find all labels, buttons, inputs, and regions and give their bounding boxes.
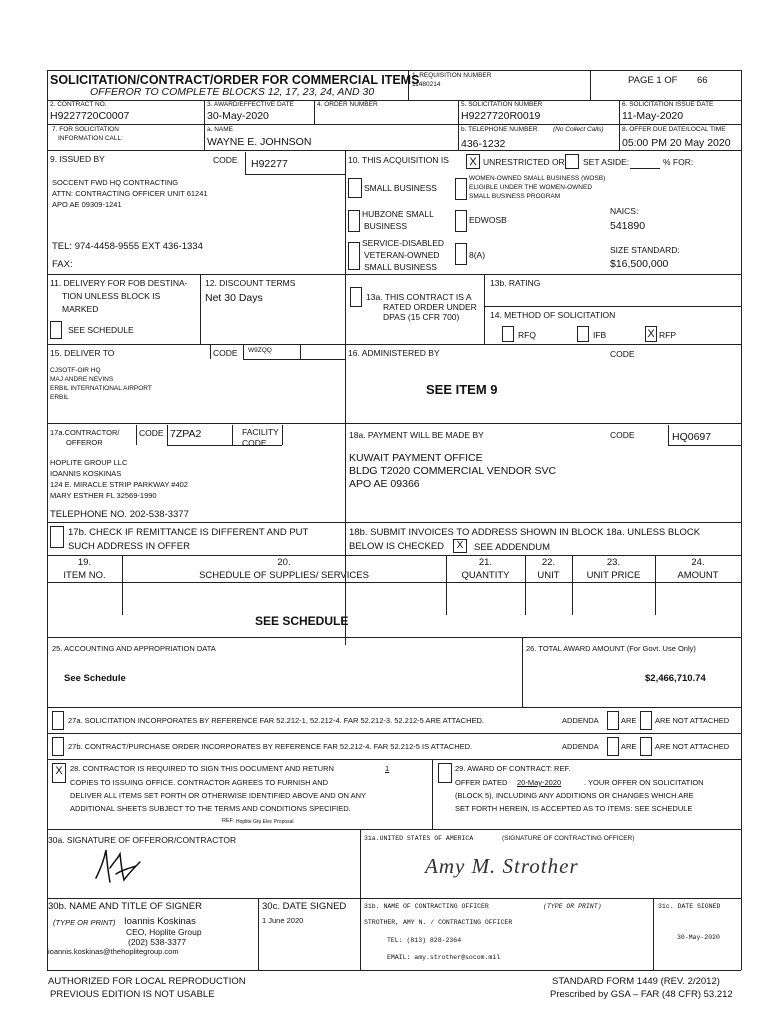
- issued-line-2: ATTN: CONTRACTING OFFICER UNIT 61241: [52, 189, 208, 198]
- block-29-line-3: (BLOCK 5), INCLUDING ANY ADDITIONS OR CHANGES WHICH ARE: [455, 791, 694, 800]
- see-addendum-checkbox[interactable]: X: [453, 539, 467, 553]
- far-27a-are: ARE: [621, 716, 637, 725]
- rfq-label: RFQ: [518, 330, 536, 340]
- contractor-telephone: TELEPHONE NO. 202-538-3377: [50, 509, 189, 520]
- payment-line-3: APO AE 09366: [349, 478, 420, 490]
- contractor-line-4: MARY ESTHER FL 32569-1990: [50, 491, 157, 500]
- discount-terms: Net 30 Days: [205, 292, 263, 304]
- deliver-to-line-1: CJSOTF-OIR HQ: [50, 367, 101, 374]
- page-label: PAGE 1 OF: [628, 75, 678, 86]
- rated-line-1: 13a. THIS CONTRACT IS A: [366, 292, 472, 302]
- far-27a-checkbox[interactable]: [52, 711, 64, 730]
- contractor-label: 17a.CONTRACTOR/: [50, 428, 120, 437]
- sdvosb-checkbox[interactable]: [348, 242, 360, 270]
- rated-line-3: DPAS (15 CFR 700): [383, 312, 460, 322]
- co-email: EMAIL: amy.strother@socom.mil: [387, 954, 501, 961]
- issued-by-label: 9. ISSUED BY: [50, 154, 105, 164]
- issued-line-1: SOCCENT FWD HQ CONTRACTING: [52, 178, 179, 187]
- award-date-label: 3. AWARD/EFFECTIVE DATE: [207, 101, 294, 108]
- acquisition-label: 10. THIS ACQUISITION IS: [348, 155, 449, 165]
- deliver-to-line-3: ERBIL INTERNATIONAL AIRPORT: [50, 385, 152, 392]
- edwosb-label: EDWOSB: [469, 215, 507, 225]
- eight-a-checkbox[interactable]: [455, 243, 467, 265]
- naics-label: NAICS:: [610, 206, 639, 216]
- form-title: SOLICITATION/CONTRACT/ORDER FOR COMMERCIAL ITEMS: [50, 73, 420, 87]
- requisition-label: 1. REQUISITION NUMBER: [412, 72, 492, 79]
- block-29-line-2-rest: . YOUR OFFER ON SOLICITATION: [584, 778, 704, 787]
- rfq-checkbox[interactable]: [502, 326, 514, 342]
- signer-date: 1 June 2020: [262, 916, 304, 925]
- co-name: STROTHER, AMY N. / CONTRACTING OFFICER: [364, 919, 513, 926]
- schedule-body: SEE SCHEDULE: [255, 614, 349, 628]
- set-aside-label: SET ASIDE:: [583, 157, 630, 167]
- rated-order-checkbox[interactable]: [350, 287, 362, 307]
- submit-invoices-line-2: BELOW IS CHECKED: [349, 541, 445, 552]
- issued-fax: FAX:: [52, 259, 73, 270]
- co-date-label: 31c. DATE SIGNED: [658, 903, 721, 910]
- block-28-ref: Hoplite Grp Elec Proposal: [236, 819, 294, 825]
- telephone-number: 436-1232: [461, 138, 506, 150]
- hubzone-line-1: HUBZONE SMALL: [362, 209, 434, 219]
- signer-phone: (202) 538-3377: [128, 937, 187, 947]
- naics-code: 541890: [610, 220, 646, 232]
- col-23-num: 23.: [606, 557, 621, 568]
- total-award-label: 26. TOTAL AWARD AMOUNT (For Govt. Use Only): [526, 644, 696, 653]
- col-24-name: AMOUNT: [677, 570, 719, 581]
- contracting-officer-signature: Amy M. Strother: [425, 854, 579, 878]
- edwosb-checkbox[interactable]: [455, 210, 467, 232]
- solicitation-date: 11-May-2020: [622, 110, 684, 122]
- block-29-checkbox[interactable]: [438, 763, 452, 783]
- usa-label: 31a.UNITED STATES OF AMERICA: [364, 835, 474, 842]
- col-24-num: 24.: [691, 557, 705, 568]
- co-name-label: 31b. NAME OF CONTRACTING OFFICER: [364, 903, 489, 910]
- signer-name-label: 30b. NAME AND TITLE OF SIGNER: [48, 901, 202, 912]
- size-standard: $16,500,000: [610, 258, 669, 270]
- deliver-to-code-label: CODE: [213, 348, 238, 358]
- far-27a-are-checkbox[interactable]: [607, 711, 619, 730]
- facility-label-2: CODE: [242, 438, 267, 448]
- col-20-num: 20.: [277, 557, 291, 568]
- delivery-line-1: 11. DELIVERY FOR FOB DESTINA-: [50, 278, 188, 288]
- far-27a-text: 27a. SOLICITATION INCORPORATES BY REFERENCE FAR 52.212-1, 52.212-4. FAR 52.212-3. 52.212-5 ARE ATTACHED.: [68, 716, 484, 725]
- offeror-signature-label: 30a. SIGNATURE OF OFFEROR/CONTRACTOR: [48, 835, 237, 845]
- signer-type-print: (TYPE OR PRINT): [53, 918, 116, 927]
- remittance-line-1: 17b. CHECK IF REMITTANCE IS DIFFERENT AND PUT: [68, 527, 309, 538]
- col-23-name: UNIT PRICE: [586, 570, 641, 581]
- wosb-checkbox[interactable]: [455, 178, 467, 200]
- contractor-line-2: IOANNIS KOSKINAS: [50, 469, 122, 478]
- col-19-num: 19.: [77, 557, 92, 568]
- rating-label: 13b. RATING: [490, 278, 541, 288]
- issued-tel: TEL: 974-4458-9555 EXT 436-1334: [52, 241, 203, 252]
- block-29-line-1: 29. AWARD OF CONTRACT: REF.: [455, 764, 571, 773]
- unrestricted-label: UNRESTRICTED OR: [483, 157, 565, 167]
- signer-title: CEO, Hoplite Group: [126, 927, 202, 937]
- facility-label: FACILITY: [242, 427, 279, 437]
- payment-line-2: BLDG T2020 COMMERCIAL VENDOR SVC: [349, 465, 557, 477]
- far-27b-checkbox[interactable]: [52, 737, 64, 756]
- block-29-offer-dated: OFFER DATED: [455, 778, 508, 787]
- small-business-label: SMALL BUSINESS: [364, 183, 437, 193]
- wosb-line-1: WOMEN-OWNED SMALL BUSINESS (WOSB): [469, 175, 606, 182]
- contractor-label-2: OFFEROR: [66, 438, 103, 447]
- footer-left-2: PREVIOUS EDITION IS NOT USABLE: [50, 989, 215, 1000]
- deliver-to-line-4: ERBIL: [50, 394, 69, 401]
- small-business-checkbox[interactable]: [348, 178, 362, 198]
- unrestricted-checkbox[interactable]: X: [466, 154, 480, 169]
- wosb-line-3: SMALL BUSINESS PROGRAM: [469, 193, 561, 200]
- contact-name: WAYNE E. JOHNSON: [207, 136, 312, 148]
- administered-by-label: 16. ADMINISTERED BY: [348, 348, 440, 358]
- sdvosb-line-1: SERVICE-DISABLED: [362, 238, 445, 248]
- total-award-amount: $2,466,710.74: [645, 673, 706, 684]
- col-21-num: 21.: [478, 557, 493, 568]
- solicitation-no-label: 5. SOLICITATION NUMBER: [461, 101, 543, 108]
- deliver-to-line-2: MAJ ANDRE NEVINS: [50, 376, 114, 383]
- payment-code-label: CODE: [610, 430, 635, 440]
- remittance-checkbox[interactable]: [50, 526, 64, 548]
- payment-code: HQ0697: [672, 431, 712, 443]
- contract-no-label: 2. CONTRACT NO.: [50, 101, 107, 108]
- eight-a-label: 8(A): [469, 250, 486, 260]
- offeror-signature: [90, 840, 150, 890]
- see-addendum-label: SEE ADDENDUM: [474, 542, 551, 553]
- info-call-label: 7. FOR SOLICITATION: [52, 126, 119, 133]
- contractor-code: 7ZPA2: [170, 428, 202, 440]
- remittance-line-2: SUCH ADDRESS IN OFFER: [68, 541, 190, 552]
- delivery-line-3: MARKED: [62, 304, 99, 314]
- delivery-line-2: TION UNLESS BLOCK IS: [62, 291, 161, 301]
- discount-terms-label: 12. DISCOUNT TERMS: [205, 278, 296, 288]
- far-27b-are: ARE: [621, 742, 637, 751]
- rfp-label: RFP: [659, 330, 676, 340]
- name-label: a. NAME: [207, 126, 234, 133]
- form-subtitle: OFFEROR TO COMPLETE BLOCKS 12, 17, 23, 24, AND 30: [90, 86, 375, 98]
- info-call-label-2: INFORMATION CALL:: [58, 135, 123, 142]
- offer-due: 05:00 PM 20 May 2020: [622, 137, 731, 149]
- far-27b-addenda: ADDENDA: [562, 742, 599, 751]
- wosb-line-2: ELIGIBLE UNDER THE WOMEN-OWNED: [469, 184, 593, 191]
- rated-line-2: RATED ORDER UNDER: [383, 302, 477, 312]
- administered-code-label: CODE: [610, 349, 635, 359]
- deliver-to-label: 15. DELIVER TO: [50, 348, 115, 358]
- see-schedule-checkbox[interactable]: [50, 321, 62, 339]
- far-27a-not-attached: ARE NOT ATTACHED: [655, 716, 730, 725]
- block-28-line-3: DELIVER ALL ITEMS SET FORTH OR OTHERWISE IDENTIFIED ABOVE AND ON ANY: [70, 791, 367, 800]
- far-27a-not-checkbox[interactable]: [640, 711, 652, 730]
- far-27b-not-checkbox[interactable]: [640, 737, 652, 756]
- sdvosb-line-2: VETERAN-OWNED: [364, 250, 440, 260]
- page-total: 66: [697, 75, 708, 86]
- co-type-print: (TYPE OR PRINT): [543, 903, 602, 910]
- issued-line-3: APO AE 09309-1241: [52, 200, 122, 209]
- signer-email: ioannis.koskinas@thehoplitegroup.com: [48, 947, 179, 956]
- col-19-name: ITEM NO.: [63, 570, 106, 581]
- requisition-number: 11480214: [412, 81, 441, 88]
- footer-right-2: Prescribed by GSA – FAR (48 CFR) 53.212: [550, 989, 733, 1000]
- block-28-checkbox[interactable]: X: [52, 763, 66, 783]
- see-schedule-label: SEE SCHEDULE: [68, 325, 134, 335]
- size-standard-label: SIZE STANDARD:: [610, 245, 680, 255]
- telephone-note: (No Collect Calls): [553, 126, 604, 133]
- footer-right-1: STANDARD FORM 1449 (REV. 2/2012): [552, 976, 720, 987]
- col-22-num: 22.: [541, 557, 556, 568]
- block-29-line-4: SET FORTH HEREIN, IS ACCEPTED AS TO ITEMS: SEE SCHEDULE: [455, 804, 693, 813]
- payment-line-1: KUWAIT PAYMENT OFFICE: [349, 452, 483, 464]
- far-27b-text: 27b. CONTRACT/PURCHASE ORDER INCORPORATES BY REFERENCE FAR 52.212-4. FAR 52.212-5 IS ATTACHED.: [68, 742, 473, 751]
- hubzone-checkbox[interactable]: [348, 210, 360, 232]
- footer-left-1: AUTHORIZED FOR LOCAL REPRODUCTION: [48, 976, 246, 987]
- see-item-9: SEE ITEM 9: [426, 382, 498, 397]
- payment-label: 18a. PAYMENT WILL BE MADE BY: [349, 430, 484, 440]
- hubzone-line-2: BUSINESS: [364, 221, 407, 231]
- block-28-copies: 1: [385, 764, 390, 773]
- col-21-name: QUANTITY: [461, 570, 510, 581]
- submit-invoices-line-1: 18b. SUBMIT INVOICES TO ADDRESS SHOWN IN BLOCK 18a. UNLESS BLOCK: [349, 527, 701, 538]
- block-28-line-1: 28. CONTRACTOR IS REQUIRED TO SIGN THIS DOCUMENT AND RETURN: [70, 764, 334, 773]
- far-27a-addenda: ADDENDA: [562, 716, 599, 725]
- block-29-date: 20-May-2020: [517, 778, 562, 787]
- set-aside-pct: % FOR:: [663, 157, 694, 167]
- co-date: 30-May-2020: [677, 934, 720, 941]
- issued-code: H92277: [251, 158, 288, 170]
- col-22-name: UNIT: [537, 570, 560, 581]
- accounting-value: See Schedule: [64, 673, 126, 684]
- set-aside-blank: [630, 168, 660, 169]
- far-27b-are-checkbox[interactable]: [607, 737, 619, 756]
- award-date: 30-May-2020: [207, 110, 269, 122]
- order-number-label: 4. ORDER NUMBER: [317, 101, 378, 108]
- accounting-label: 25. ACCOUNTING AND APPROPRIATION DATA: [52, 644, 216, 653]
- telephone-label: b. TELEPHONE NUMBER: [461, 126, 538, 133]
- block-28-line-4: ADDITIONAL SHEETS SUBJECT TO THE TERMS AND CONDITIONS SPECIFIED.: [70, 804, 351, 813]
- co-telephone: TEL: (813) 828-2364: [387, 937, 462, 944]
- contractor-line-1: HOPLITE GROUP LLC: [50, 458, 128, 467]
- contractor-line-3: 124 E. MIRACLE STRIP PARKWAY #402: [50, 480, 188, 489]
- contract-no: H9227720C0007: [50, 110, 130, 122]
- contractor-code-label: CODE: [139, 428, 164, 438]
- signer-name: Ioannis Koskinas: [124, 916, 196, 927]
- set-aside-checkbox[interactable]: [565, 154, 579, 169]
- deliver-to-code: W9ZQQ: [248, 347, 272, 354]
- block-28-line-2: COPIES TO ISSUING OFFICE. CONTRACTOR AGREES TO FURNISH AND: [70, 778, 329, 787]
- method-label: 14. METHOD OF SOLICITATION: [490, 310, 616, 320]
- offer-due-label: 8. OFFER DUE DATE/LOCAL TIME: [622, 126, 726, 133]
- block-28-ref-label: REF:: [222, 818, 235, 824]
- sdvosb-line-3: SMALL BUSINESS: [364, 262, 437, 272]
- usa-signature-label: (SIGNATURE OF CONTRACTING OFFICER): [502, 835, 635, 842]
- rfp-checkbox[interactable]: X: [645, 326, 657, 342]
- solicitation-date-label: 6. SOLICITATION ISSUE DATE: [622, 101, 714, 108]
- col-20-name: SCHEDULE OF SUPPLIES/ SERVICES: [199, 570, 369, 581]
- signer-date-label: 30c. DATE SIGNED: [262, 901, 347, 912]
- ifb-label: IFB: [593, 330, 607, 340]
- solicitation-no: H9227720R0019: [461, 110, 541, 122]
- ifb-checkbox[interactable]: [577, 326, 589, 342]
- issued-code-label: CODE: [213, 155, 238, 165]
- far-27b-not-attached: ARE NOT ATTACHED: [655, 742, 730, 751]
